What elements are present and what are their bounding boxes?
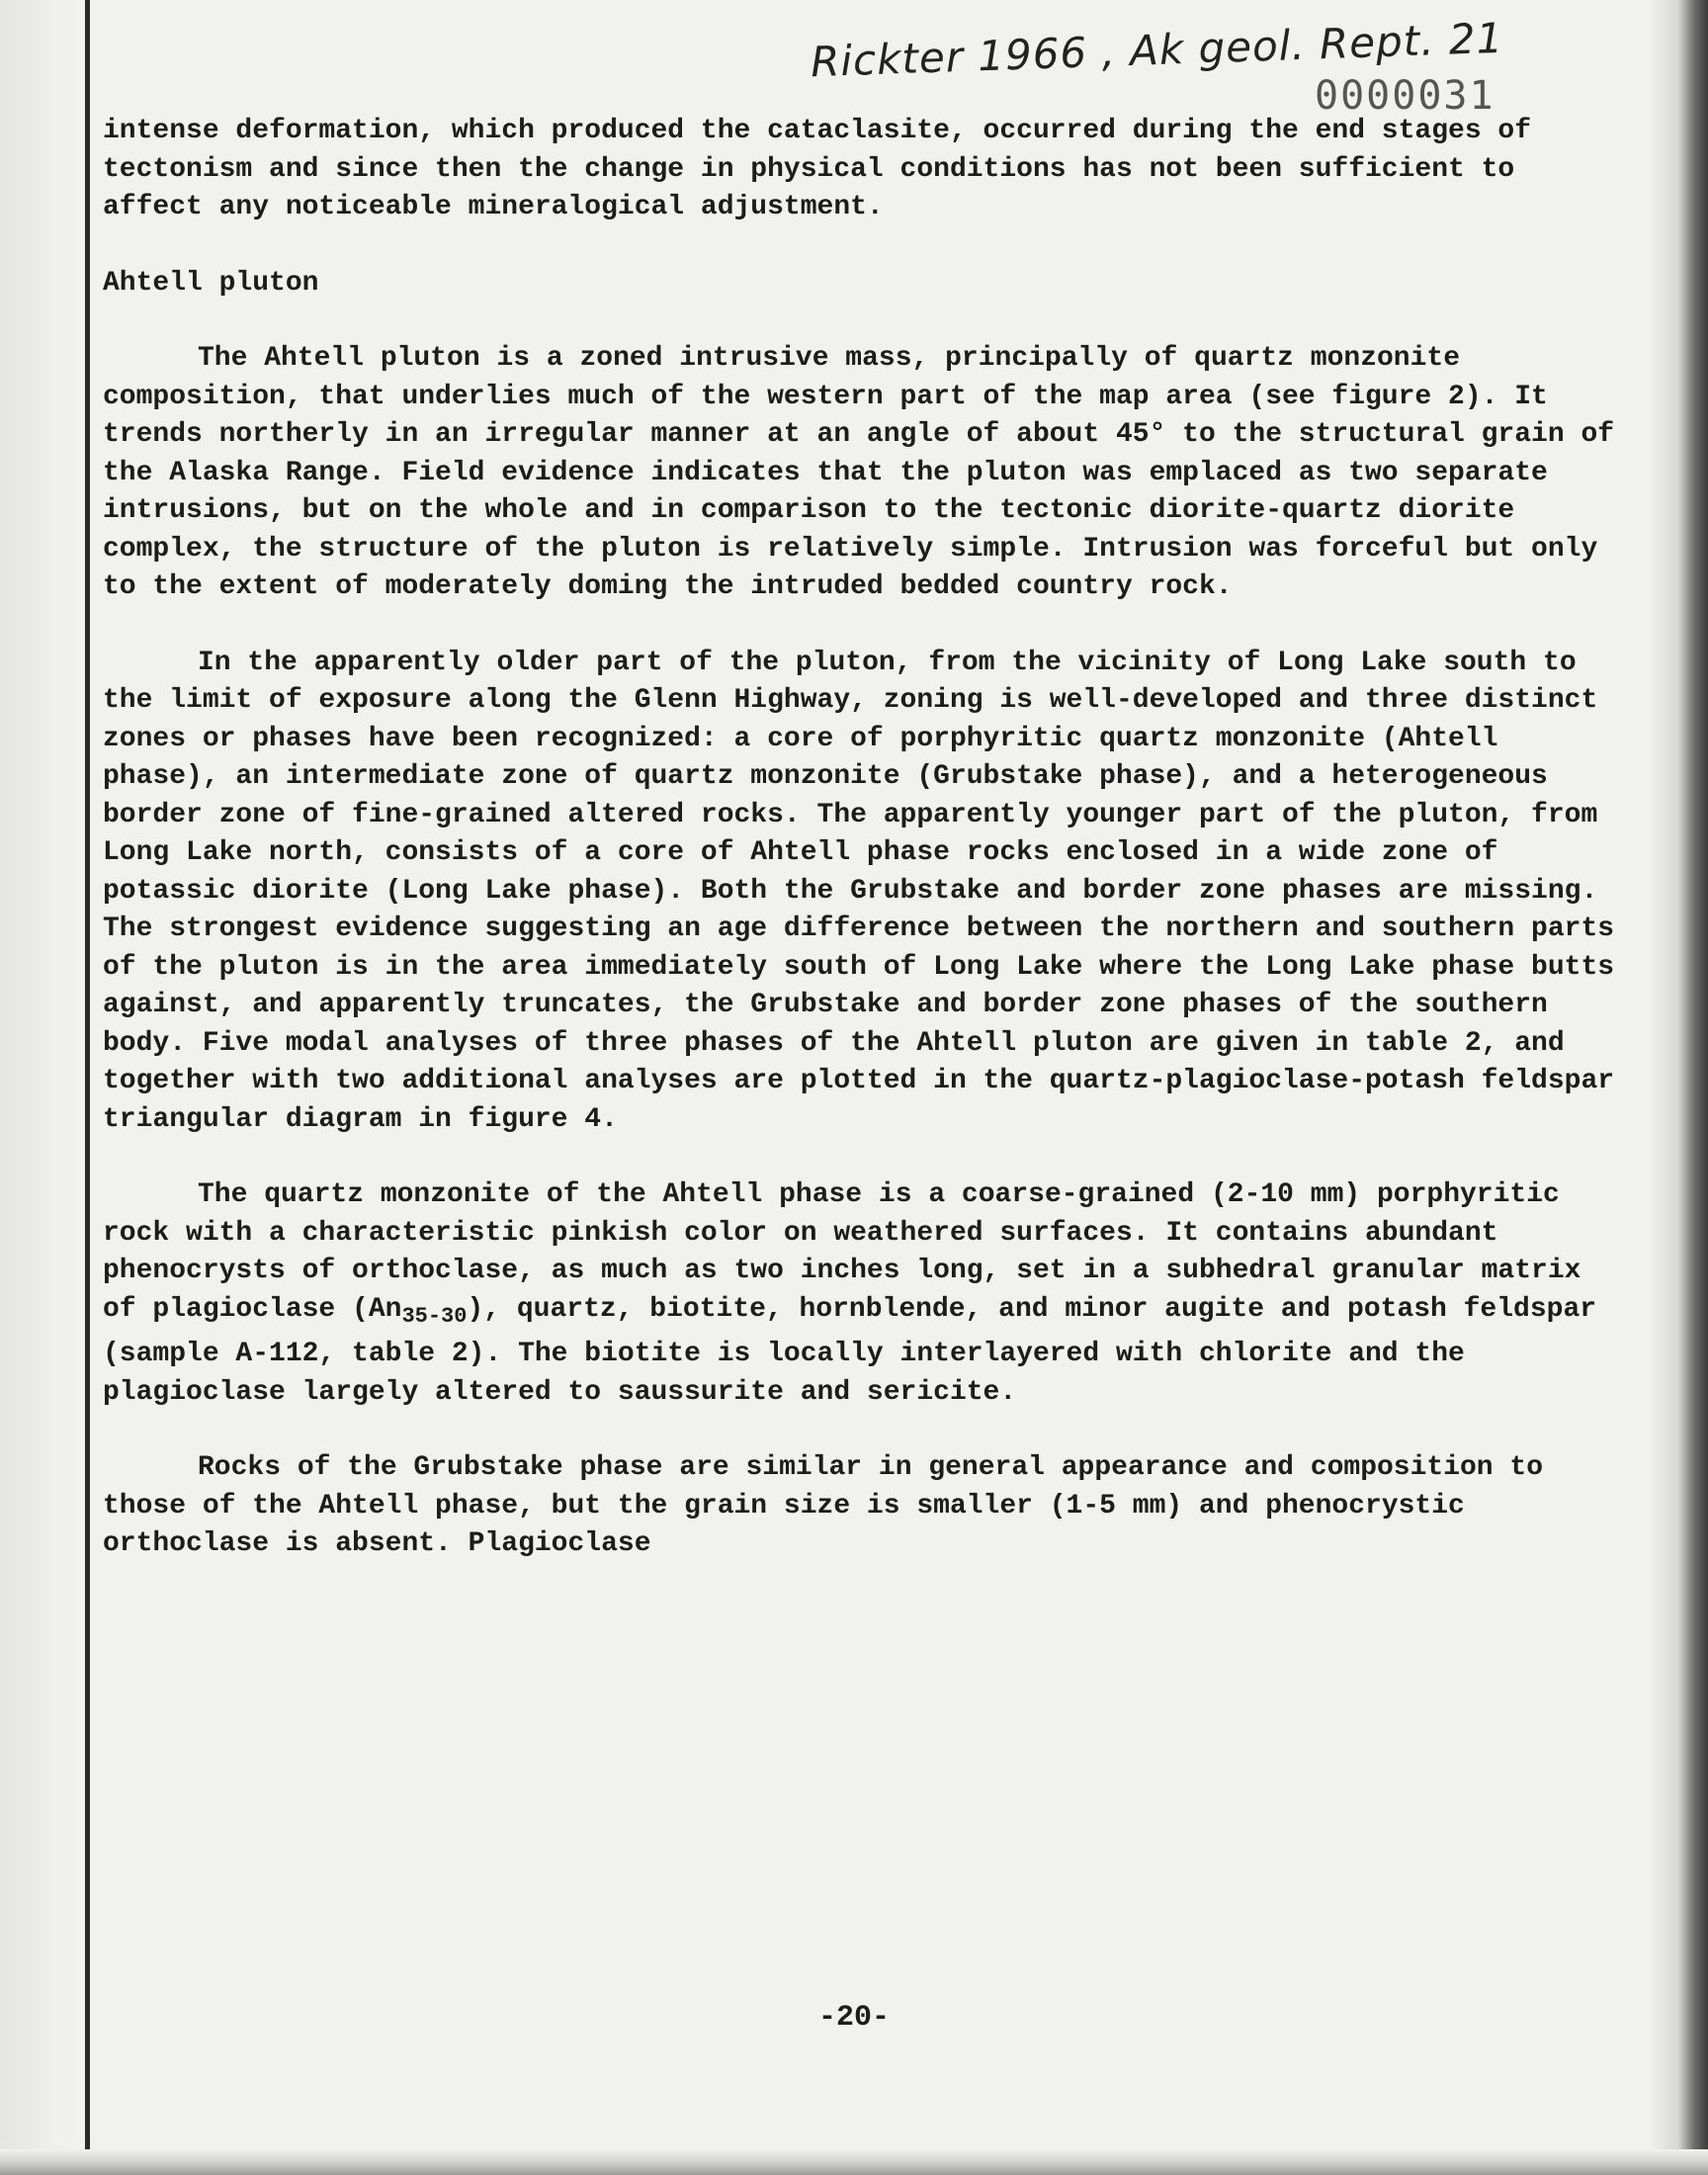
page-bottom-shadow	[0, 2149, 1708, 2175]
document-stamp-number: 0000031	[1315, 73, 1495, 119]
plagioclase-subscript: 35-30	[401, 1303, 468, 1329]
page-left-margin	[0, 0, 91, 2175]
paragraph-ahtell-phase-text-b: ), quartz, biotite, hornblende, and minor augite and potash feldspar (sample A-112, table 2). The biotite is locally interlayered with chlorite and the plagioclase largely altered to saussurite and sericite.	[103, 1293, 1597, 1408]
paragraph-ahtell-overview: The Ahtell pluton is a zoned intrusive mass, principally of quartz monzonite composition, that underlies much of the western part of the map area (see figure 2). It trends northerly in an irregular manner at an angle of about 45° to the structural grain of the Alaska Range. Field evidence indicates that the pluton was emplaced as two separate intrusions, but on the whole and in comparison to the tectonic diorite-quartz diorite complex, the structure of the pluton is relatively simple. Intrusion was forceful but only to the extent of moderately doming the intruded bedded country rock.	[103, 343, 1615, 602]
page-right-shadow	[1649, 0, 1708, 2175]
paragraph-ahtell-phase	[103, 1176, 1625, 1412]
paragraph-pluton-zoning: In the apparently older part of the pluton, from the vicinity of Long Lake south to the limit of exposure along the Glenn Highway, zoning is well-developed and three distinct zones or phases have been recognized: a core of porphyritic quartz monzonite (Ahtell phase), an intermediate zone of quartz monzonite (Grubstake phase), and a heterogeneous border zone of fine-grained altered rocks. The apparently younger part of the pluton, from Long Lake north, consists of a core of Ahtell phase rocks enclosed in a wide zone of potassic diorite (Long Lake phase). Both the Grubstake and border zone phases are missing. The strongest evidence suggesting an age difference between the northern and southern parts of the pluton is in the area immediately south of Long Lake where the Long Lake phase butts against, and apparently truncates, the Grubstake and border zone phases of the southern body. Five modal analyses of three phases of the Ahtell pluton are given in table 2, and together with two additional analyses are plotted in the quartz-plagioclase-potash feldspar triangular diagram in figure 4.	[103, 647, 1615, 1135]
page-number: -20-	[817, 2001, 890, 2035]
handwritten-citation-note: Rickter 1966 , Ak geol. Rept. 21	[810, 13, 1505, 87]
paragraph-ahtell-phase-text-a: The quartz monzonite of the Ahtell phase is a coarse-grained (2-10 mm) porphyritic rock with a characteristic pinkish color on weathered surfaces. It contains abundant phenocrysts of orthoclase, as much as two inches long, set in a subhedral granular matrix of plagioclase (An	[103, 1179, 1581, 1325]
opening-paragraph: intense deformation, which produced the cataclasite, occurred during the end stages of tectonism and since then the change in physical conditions has not been sufficient to affect any noticeable mineralogical adjustment.	[103, 116, 1532, 222]
binding-edge-line	[85, 0, 90, 2175]
section-heading: Ahtell pluton	[103, 267, 319, 299]
document-body	[103, 113, 1625, 1564]
paragraph-grubstake-phase: Rocks of the Grubstake phase are similar in general appearance and composition to those of the Ahtell phase, but the grain size is smaller (1-5 mm) and phenocrystic orthoclase is absent. Plagioclase	[103, 1452, 1544, 1559]
